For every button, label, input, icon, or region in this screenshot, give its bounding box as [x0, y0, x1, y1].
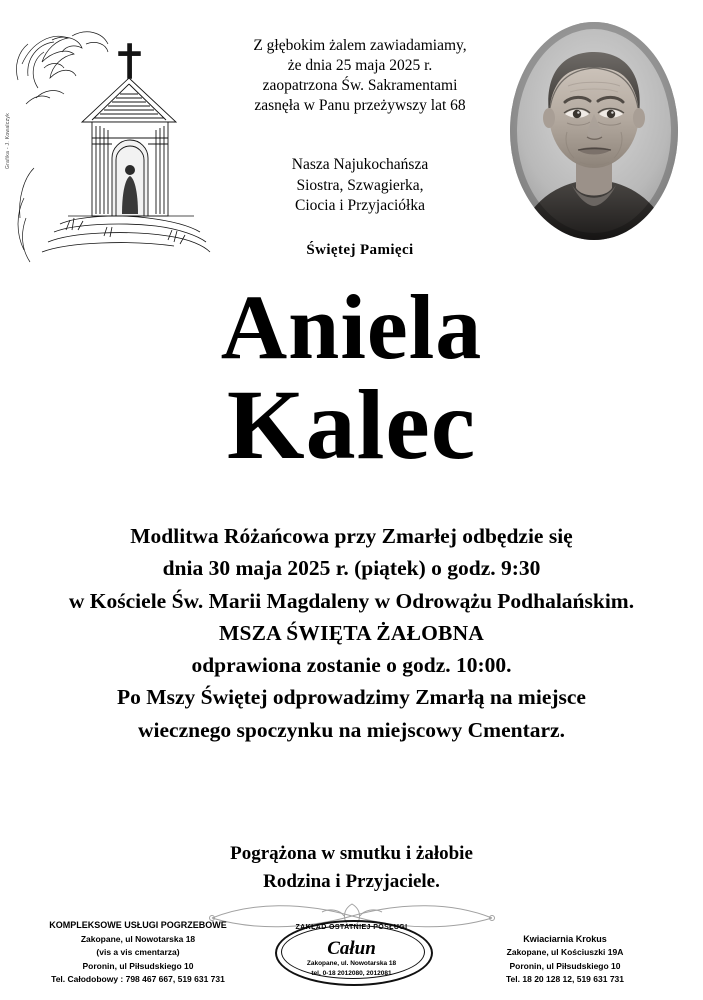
stamp-brand: Całun [327, 938, 376, 959]
relation-text [226, 155, 494, 217]
ceremony-line-6: Po Mszy Świętej odprowadzimy Zmarłą na miejsce [117, 685, 586, 710]
footer-left-line-3: Poronin, ul Piłsudskiego 10 [82, 960, 194, 971]
deceased-last-name: Kalec [226, 369, 477, 481]
footer-left-line-1: Zakopane, ul Nowotarska 18 [80, 934, 196, 945]
footer-right-line-1: Zakopane, ul Kościuszki 19A [506, 947, 624, 958]
portrait-frame [510, 22, 678, 240]
mourners-line-1: Pogrążona w smutku i żałobie [230, 843, 473, 864]
ceremony-line-5: odprawiona zostanie o godz. 10:00. [191, 653, 512, 677]
announcement-line-3: zaopatrzona Św. Sakramentami [262, 77, 458, 95]
company-stamp [267, 916, 437, 990]
deceased-name [0, 276, 703, 481]
memory-label: Świętej Pamięci [306, 242, 414, 258]
stamp-address: Zakopane, ul. Nowotarska 18 [306, 960, 397, 967]
ceremony-details [40, 520, 663, 746]
footer-left-line-2: (vis a vis cmentarza) [96, 947, 180, 958]
announcement-line-1: Z głębokim żalem zawiadamiamy, [253, 37, 467, 54]
relation-line-2: Siostra, Szwagierka, [296, 176, 424, 194]
mourners-line-2: Rodzina i Przyjaciele. [263, 870, 440, 892]
relation-line-3: Ciocia i Przyjaciółka [295, 197, 425, 215]
stamp-telephone: tel. 0-18 2012080, 2012081 [311, 970, 392, 977]
mourners-text [0, 840, 703, 895]
footer-right-line-3: Tel. 18 20 128 12, 519 631 731 [506, 973, 624, 984]
ceremony-line-7: wiecznego spoczynku na miejscowy Cmentarz. [138, 717, 565, 742]
announcement-line-4: zasnęła w Panu przeżywszy lat 68 [254, 97, 466, 115]
ceremony-line-4: MSZA ŚWIĘTA ŻAŁOBNA [218, 620, 485, 645]
ornament-caption: Grafika - J. Kowalczyk [5, 112, 12, 170]
footer-left-title: KOMPLEKSOWE USŁUGI POGRZEBOWE [49, 920, 227, 931]
chapel-engraving-ornament [5, 18, 223, 268]
footer-funeral-services [18, 919, 258, 986]
ceremony-line-2: dnia 30 maja 2025 r. (piątek) o godz. 9:30 [162, 556, 541, 581]
footer-florist [445, 933, 685, 986]
announcement-line-2: że dnia 25 maja 2025 r. [287, 57, 433, 75]
ceremony-line-1: Modlitwa Różańcowa przy Zmarłej odbędzie się [130, 524, 573, 548]
announcement-text [226, 36, 494, 117]
stamp-top-text: ZAKŁAD OSTATNIEJ POSŁUGI [295, 924, 408, 931]
footer-left-line-4: Tel. Całodobowy : 798 467 667, 519 631 731 [51, 973, 225, 984]
portrait-photo [510, 22, 678, 240]
relation-line-1: Nasza Najukochańsza [291, 156, 429, 173]
footer-right-line-2: Poronin, ul Piłsudskiego 10 [509, 960, 621, 971]
ceremony-line-3: w Kościele Św. Marii Magdaleny w Odrowążu Podhalańskim. [68, 588, 635, 613]
portrait-image [510, 22, 678, 240]
deceased-first-name: Aniela [220, 276, 483, 378]
footer-right-title: Kwiaciarnia Krokus [523, 933, 607, 944]
